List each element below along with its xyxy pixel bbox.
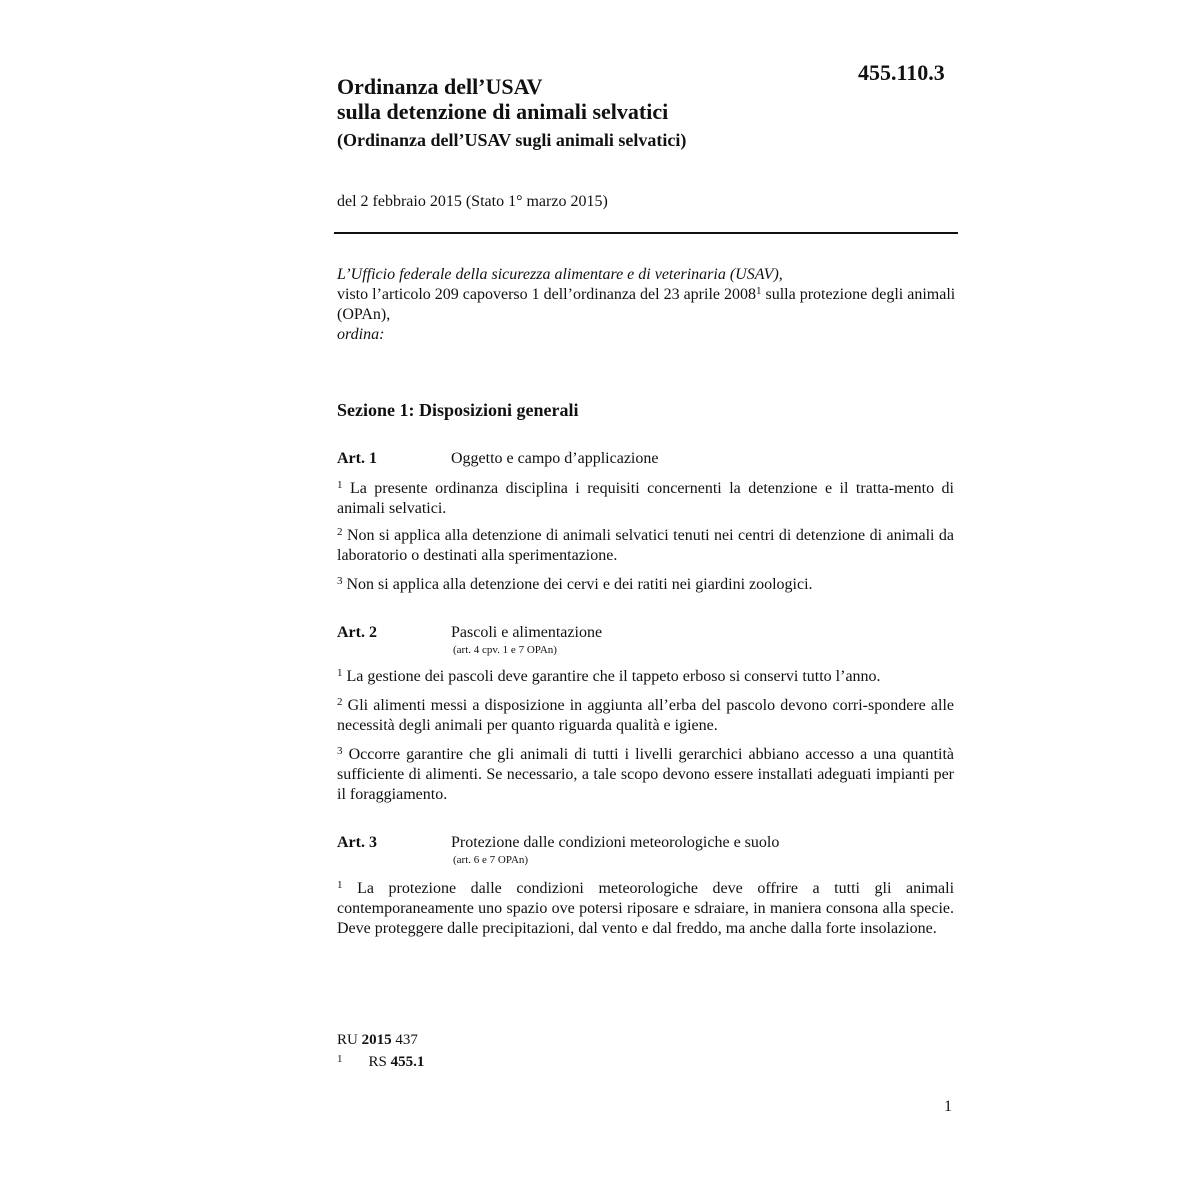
article-paragraph [337, 745, 954, 805]
title-line-1: Ordinanza dell’USAV [337, 74, 543, 99]
title-line-2: sulla detenzione di animali selvatici [337, 99, 669, 124]
article-number: Art. 3 [337, 834, 377, 851]
footnote-ref[interactable]: 455.1 [390, 1054, 425, 1070]
paragraph-number: 3 [337, 575, 343, 587]
preamble [337, 265, 957, 345]
paragraph-number: 1 [337, 879, 343, 891]
article-number: Art. 2 [337, 624, 377, 641]
article-title: Oggetto e campo d’applicazione [451, 450, 659, 467]
document-date: del 2 febbraio 2015 (Stato 1° marzo 2015) [337, 193, 608, 210]
ru-year: 2015 [361, 1032, 392, 1048]
paragraph-text: La presente ordinanza disciplina i requisiti concernenti la detenzione e il tratta-mento di animali selvatici. [337, 480, 954, 517]
paragraph-text: Occorre garantire che gli animali di tutti i livelli gerarchici abbiano accesso a una quantità sufficiente di alimenti. Se necessario, a tale scopo devono essere installati adeguati impianti per il foraggiamento. [337, 746, 954, 803]
paragraph-number: 2 [337, 526, 343, 538]
article-reference: (art. 4 cpv. 1 e 7 OPAn) [453, 644, 557, 656]
footnote-prefix: RS [368, 1054, 387, 1070]
paragraph-text: La protezione dalle condizioni meteorologiche deve offrire a tutti gli animali contemporaneamente uno spazio ove potersi riposare e sdraiare, in maniera consona alla specie. Deve proteggere dalle precipitazioni, dal vento e dal freddo, ma anche dalla forte insolazione. [337, 880, 955, 937]
paragraph-number: 3 [337, 745, 343, 757]
article-paragraph [337, 526, 954, 566]
section-heading: Sezione 1: Disposizioni generali [337, 400, 579, 420]
article-reference: (art. 6 e 7 OPAn) [453, 854, 529, 866]
footnote-mark[interactable]: 1 [755, 285, 762, 297]
ru-page: 437 [395, 1032, 418, 1048]
document-subtitle: (Ordinanza dell’USAV sugli animali selvatici) [337, 130, 687, 150]
page-number: 1 [944, 1098, 952, 1115]
article-title: Protezione dalle condizioni meteorologiche e suolo [451, 834, 780, 851]
paragraph-text: La gestione dei pascoli deve garantire che il tappeto erboso si conservi tutto l’anno. [346, 668, 881, 685]
footnote [337, 1053, 424, 1071]
paragraph-text: Gli alimenti messi a disposizione in aggiunta all’erba del pascolo devono corri-spondere alle necessità degli animali per quanto riguarda qualità e igiene. [337, 697, 954, 734]
article-paragraph [337, 879, 954, 939]
article-number: Art. 1 [337, 450, 377, 467]
official-compilation-ref [337, 1032, 418, 1049]
preamble-visto [337, 285, 957, 325]
document-title [337, 74, 668, 124]
preamble-visto-text: visto l’articolo 209 capoverso 1 dell’ordinanza del 23 aprile 2008 [337, 286, 756, 303]
paragraph-number: 2 [337, 696, 343, 708]
preamble-ordina: ordina: [337, 326, 385, 343]
article-paragraph [337, 479, 954, 519]
preamble-visto-text-end: sulla protezione degli animali (OPAn), [337, 286, 956, 323]
ru-prefix: RU [337, 1032, 358, 1048]
article-paragraph [337, 575, 954, 595]
article-paragraph [337, 667, 954, 687]
article-paragraph [337, 696, 954, 736]
article-title: Pascoli e alimentazione [451, 624, 603, 641]
paragraph-number: 1 [337, 479, 343, 491]
paragraph-number: 1 [337, 667, 343, 679]
paragraph-text: Non si applica alla detenzione dei cervi e dei ratiti nei giardini zoologici. [346, 576, 813, 593]
document-number: 455.110.3 [858, 60, 945, 85]
paragraph-text: Non si applica alla detenzione di animali selvatici tenuti nei centri di detenzione di animali da laboratorio o destinati alla sperimentazione. [337, 527, 955, 564]
preamble-authority: L’Ufficio federale della sicurezza alimentare e di veterinaria (USAV), [337, 266, 783, 283]
footnote-number: 1 [337, 1053, 343, 1065]
header-divider [334, 232, 958, 234]
